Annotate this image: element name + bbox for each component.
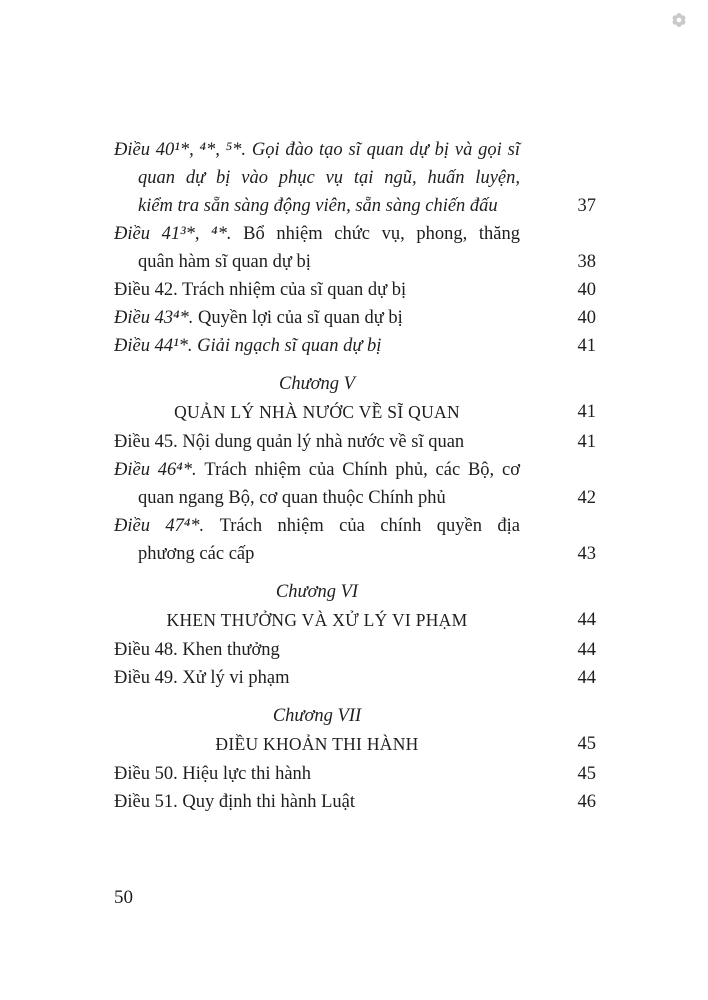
flower-ornament-icon bbox=[671, 12, 687, 28]
toc-entry-line bbox=[114, 636, 520, 664]
toc-entry-text: Trách nhiệm của Chính phủ, các Bộ, cơ bbox=[204, 460, 521, 480]
toc-entry-line bbox=[114, 760, 520, 788]
toc-entry-text: phương các cấp bbox=[138, 544, 255, 564]
toc-entry-line bbox=[114, 332, 520, 360]
toc-entry bbox=[114, 332, 596, 360]
toc-page-number: 46 bbox=[577, 792, 596, 812]
chapter-heading: Chương VI bbox=[275, 582, 359, 602]
toc-entry-text: Điều 50. Hiệu lực thi hành bbox=[114, 764, 312, 784]
toc-entry-text: Điều 48. Khen thưởng bbox=[114, 640, 280, 660]
toc-entry-line bbox=[114, 664, 520, 692]
toc-page-number: 41 bbox=[577, 402, 596, 422]
toc-entry-text: Điều 43⁴*. bbox=[114, 308, 199, 328]
toc-entry-text: Điều 47⁴*. bbox=[114, 516, 220, 536]
toc-page-number: 38 bbox=[577, 252, 596, 272]
toc-entry-text: Điều 49. Xử lý vi phạm bbox=[114, 668, 290, 688]
toc-entry-text: Điều 45. Nội dung quản lý nhà nước về sĩ quan bbox=[114, 432, 465, 452]
toc-entry bbox=[114, 788, 596, 816]
chapter-title-row bbox=[114, 606, 596, 634]
toc-entry-line bbox=[114, 276, 520, 304]
toc-entry-line bbox=[114, 540, 520, 568]
toc-entry-text: Điều 44¹*. Giải ngạch sĩ quan dự bị bbox=[114, 336, 382, 356]
chapter-title-row bbox=[114, 398, 596, 426]
toc-page-number: 41 bbox=[577, 432, 596, 452]
toc-entry-text: Điều 42. Trách nhiệm của sĩ quan dự bị bbox=[114, 280, 407, 300]
toc-entry-text: Điều 41³*, ⁴*. bbox=[114, 224, 244, 244]
toc-entry-line bbox=[114, 512, 520, 540]
toc-entry bbox=[114, 428, 596, 456]
toc-page-number: 43 bbox=[577, 544, 596, 564]
toc-entry-text: quan ngang Bộ, cơ quan thuộc Chính phủ bbox=[138, 488, 446, 508]
toc-page-number: 40 bbox=[577, 280, 596, 300]
chapter-title: KHEN THƯỞNG VÀ XỬ LÝ VI PHẠM bbox=[166, 610, 468, 630]
toc-entry-line bbox=[114, 456, 520, 484]
toc-entry-text: kiểm tra sẵn sàng động viên, sẵn sàng chiến đấu bbox=[138, 196, 498, 216]
toc-page-number: 41 bbox=[577, 336, 596, 356]
toc-entry-line bbox=[114, 136, 520, 164]
toc-page-number: 44 bbox=[577, 610, 596, 630]
toc-entry-line bbox=[114, 428, 520, 456]
toc-entry bbox=[114, 220, 596, 276]
toc-page-number: 42 bbox=[577, 488, 596, 508]
toc-entry-text: Bổ nhiệm chức vụ, phong, thăng bbox=[243, 224, 520, 244]
toc-page-number: 37 bbox=[577, 196, 596, 216]
toc-entry-line bbox=[114, 220, 520, 248]
toc-entry-line bbox=[114, 484, 520, 512]
toc-entry-line bbox=[114, 192, 520, 220]
toc-entry bbox=[114, 760, 596, 788]
toc-page-number: 45 bbox=[577, 764, 596, 784]
toc-page-number: 44 bbox=[577, 640, 596, 660]
toc-entry-line bbox=[114, 304, 520, 332]
chapter-title-row bbox=[114, 730, 596, 758]
toc-entry bbox=[114, 136, 596, 220]
toc-entry-text: Điều 46⁴*. bbox=[114, 460, 205, 480]
chapter-title: QUẢN LÝ NHÀ NƯỚC VỀ SĨ QUAN bbox=[174, 402, 460, 422]
toc-entry-text: quân hàm sĩ quan dự bị bbox=[138, 252, 311, 272]
toc-page-number: 40 bbox=[577, 308, 596, 328]
toc-entry bbox=[114, 512, 596, 568]
chapter-heading: Chương V bbox=[279, 374, 355, 394]
toc-entry bbox=[114, 664, 596, 692]
toc-entry bbox=[114, 304, 596, 332]
toc-entry bbox=[114, 456, 596, 512]
toc-entry-line bbox=[114, 788, 520, 816]
toc-entry-text: Trách nhiệm của chính quyền địa bbox=[219, 516, 520, 536]
chapter-title: ĐIỀU KHOẢN THI HÀNH bbox=[215, 734, 419, 754]
toc-entry bbox=[114, 276, 596, 304]
toc-entry-text: Quyền lợi của sĩ quan dự bị bbox=[198, 308, 403, 328]
chapter-heading: Chương VII bbox=[272, 706, 362, 726]
toc-entry-text: Điều 51. Quy định thi hành Luật bbox=[114, 792, 355, 812]
toc-entry bbox=[114, 636, 596, 664]
toc-entry-text: Điều 40¹*, ⁴*, ⁵*. Gọi đào tạo sĩ quan dự bị và gọi sĩ bbox=[114, 140, 520, 160]
toc-entry-line bbox=[114, 164, 520, 192]
toc-page-number: 45 bbox=[577, 734, 596, 754]
page-number: 50 bbox=[114, 887, 133, 908]
toc-entry-text: quan dự bị vào phục vụ tại ngũ, huấn luyện, bbox=[138, 168, 520, 188]
toc-page-number: 44 bbox=[577, 668, 596, 688]
toc-entry-line bbox=[114, 248, 520, 276]
table-of-contents bbox=[114, 136, 596, 816]
